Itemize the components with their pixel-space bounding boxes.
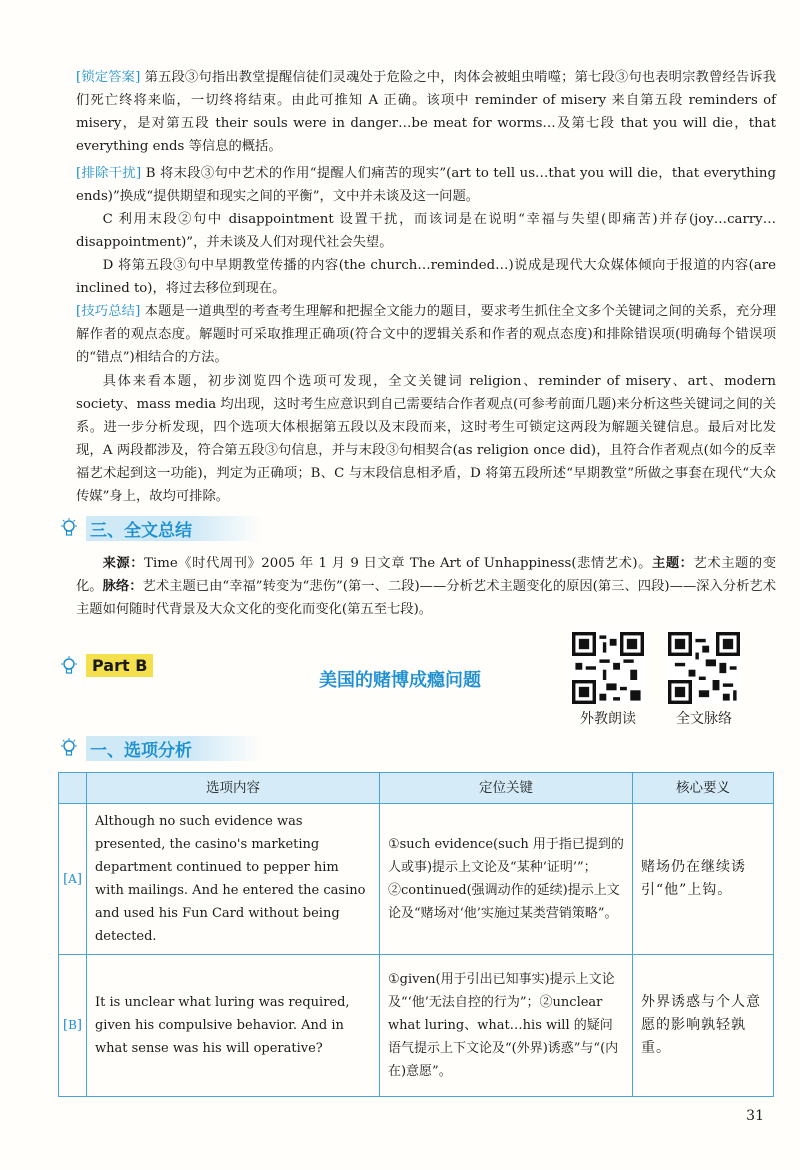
- qr-label-outline: 全文脉络: [676, 711, 732, 727]
- summary-heading: [58, 516, 262, 540]
- summary-paragraph: [76, 552, 776, 621]
- answer-text: 第五段③句指出教堂提醒信徒们灵魂处于危险之中，肉体会被蛆虫啃噬；第七段③句也表明宗教曾经告诉我们死亡终将来临，一切终将结束。由此可推知 A 正确。该项中 reminder of misery 来自第五段 reminders of misery，是对第五段 their souls were in danger…be meat for worms…及第七段 that you will die，that everything ends 等信息的概括。: [76, 70, 776, 154]
- option-label: [A]: [59, 804, 87, 955]
- part-b-title: 美国的赌博成瘾问题: [319, 670, 481, 691]
- exclude-text: B 将末段③句中艺术的作用“提醒人们痛苦的现实”(art to tell us…that you will die，that everything ends)”换成“提供期望和现实之间的平衡”，文中并未谈及这一问题。: [76, 166, 776, 204]
- lightbulb-icon: [58, 517, 80, 539]
- qr-label-reading: 外教朗读: [580, 711, 636, 727]
- option-core: 外界诱惑与个人意愿的影响孰轻孰重。: [632, 955, 773, 1097]
- exclude-paragraph: [76, 162, 776, 208]
- answer-paragraph: [76, 66, 776, 158]
- tips-tag: [技巧总结]: [76, 304, 141, 319]
- option-letter: A: [68, 871, 77, 886]
- summary-title: 三、全文总结: [86, 516, 262, 541]
- header-key: 定位关键: [379, 773, 632, 804]
- table-row: [59, 804, 774, 955]
- option-content: Although no such evidence was presented, the casino's marketing department continued to pepper him with mailings. And he entered the casino and used his Fun Card without being detected.: [86, 804, 379, 955]
- context-label: 脉络：: [102, 579, 143, 594]
- header-blank: [59, 773, 87, 804]
- source-label: 来源：: [102, 556, 145, 571]
- page-number: 31: [746, 1108, 764, 1124]
- tips-paragraph: [76, 300, 776, 369]
- source-text: Time《时代周刊》2005 年 1 月 9 日文章 The Art of Unhappiness(悲情艺术)。: [144, 556, 652, 571]
- option-key: ①such evidence(such 用于指已提到的人或事)提示上文论及“某种‘证明’”；②continued(强调动作的延续)提示上文论及“赌场对‘他’实施过某类营销策略”。: [379, 804, 632, 955]
- part-b-label: Part B: [86, 654, 153, 677]
- options-heading: [58, 736, 262, 760]
- lightbulb-icon: [58, 737, 80, 759]
- option-d-paragraph: D 将第五段③句中早期教堂传播的内容(the church…reminded…)说成是现代大众媒体倾向于报道的内容(are inclined to)，将过去移位到现在。: [76, 258, 776, 296]
- theme-text: 艺术主题的变化。: [76, 556, 777, 594]
- option-core: 赌场仍在继续诱引“他”上钩。: [632, 804, 773, 955]
- theme-label: 主题：: [652, 556, 694, 571]
- options-title: 一、选项分析: [86, 736, 262, 761]
- option-content: It is unclear what luring was required, given his compulsive behavior. And in what sense was his will operative?: [86, 955, 379, 1097]
- table-row: [59, 955, 774, 1097]
- option-letter: B: [68, 1018, 77, 1032]
- lock-answer-tag: [锁定答案]: [76, 70, 141, 85]
- exclude-tag: [排除干扰]: [76, 166, 142, 181]
- detail-paragraph: 具体来看本题，初步浏览四个选项可发现，全文关键词 religion、reminder of misery、art、modern society、mass media 均出现，这时考生应意识到自己需要结合作者观点(可参考前面几题)来分析这些关键词之间的关系。进一步分析发现，四个选项大体根据第五段以及末段而来，这时考生可锁定这两段为解题关键信息。最后对比发现，A 两段都涉及，符合第五段③句信息，并与末段③句相契合(as religion once did)，且符合作者观点(如今的反幸福艺术起到这一功能)，判定为正确项；B、C 与末段信息相矛盾，D 将第五段所述“早期教堂”所做之事套在现代“大众传媒”身上，故均可排除。: [76, 374, 776, 504]
- tips-text: 本题是一道典型的考查考生理解和把握全文能力的题目，要求考生抓住全文多个关键词之间的关系，充分理解作者的观点态度。解题时可采取推理正确项(符合文中的逻辑关系和作者的观点态度)和排除错误项(明确每个错误项的“错点”)相结合的方法。: [76, 304, 776, 365]
- lightbulb-icon: [58, 655, 80, 677]
- part-b-heading: [58, 654, 153, 677]
- qr-code-outline[interactable]: [668, 632, 740, 704]
- table-header-row: [59, 773, 774, 804]
- header-content: 选项内容: [86, 773, 379, 804]
- header-core: 核心要义: [632, 773, 773, 804]
- context-text: 艺术主题已由“幸福”转变为“悲伤”(第一、二段)——分析艺术主题变化的原因(第三、四段)——深入分析艺术主题如何随时代背景及大众文化的变化而变化(第五至七段)。: [76, 579, 777, 617]
- option-key: ①given(用于引出已知事实)提示上文论及“‘他’无法自控的行为”；②unclear what luring、what…his will 的疑问语气提示上下文论及“(外界)诱惑”与“(内在)意愿”。: [379, 955, 632, 1097]
- option-c-paragraph: C 利用末段②句中 disappointment 设置干扰，而该词是在说明“幸福与失望(即痛苦)并存(joy…carry…disappointment)”，并未谈及人们对现代社会失望。: [76, 212, 776, 250]
- option-label: [B]: [59, 955, 87, 1097]
- qr-code-reading[interactable]: [572, 632, 644, 704]
- options-table: [58, 772, 774, 1097]
